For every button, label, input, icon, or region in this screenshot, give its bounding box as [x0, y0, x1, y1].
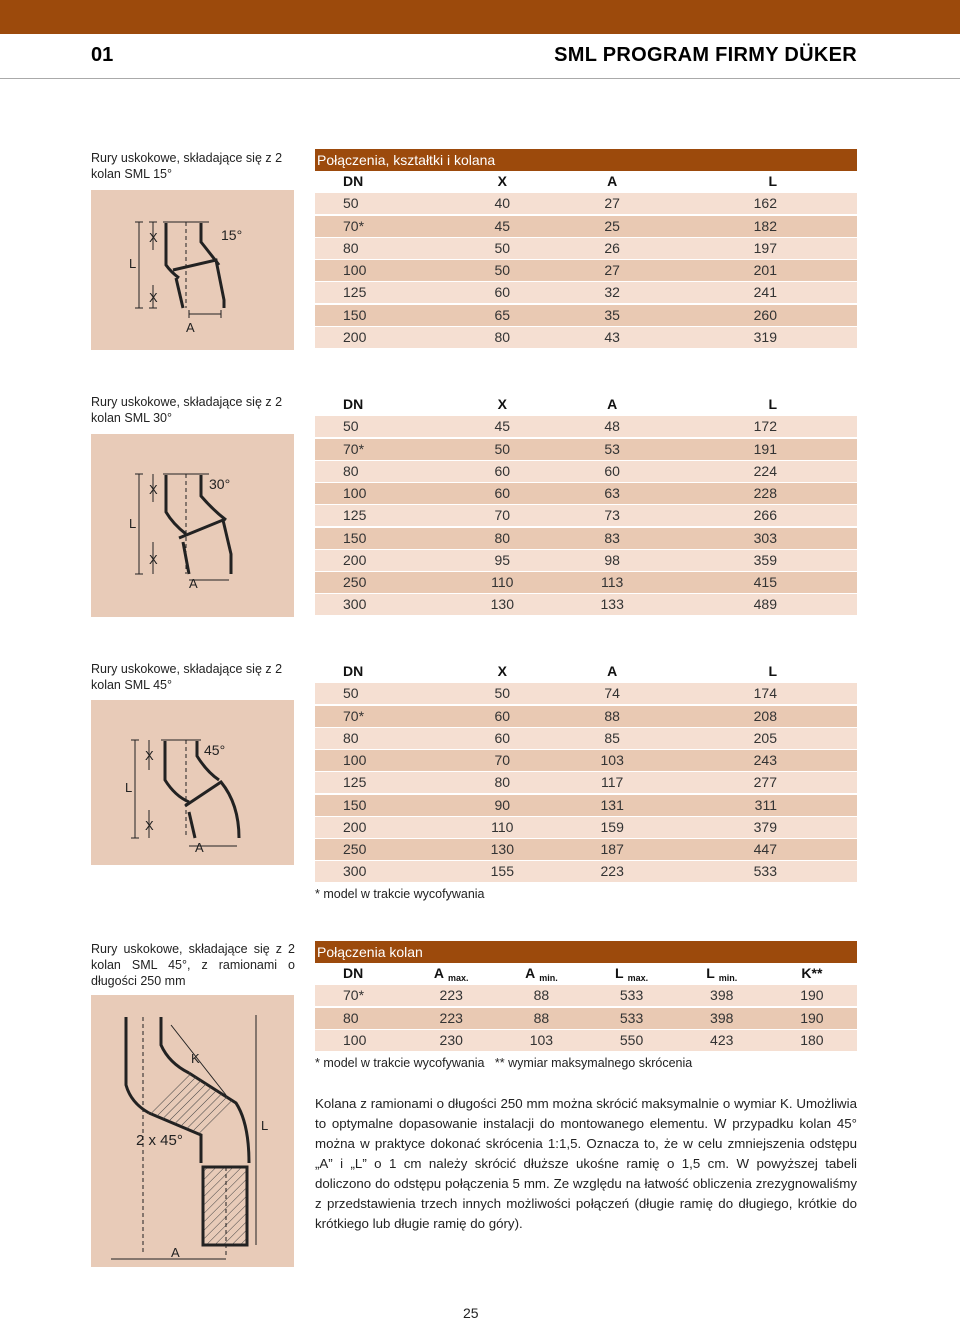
table-cell: 88 [533, 1009, 550, 1026]
table-cell: 223 [439, 987, 463, 1004]
svg-text:A: A [189, 576, 198, 591]
table-cell: 182 [753, 217, 777, 234]
table-cell: 200 [343, 551, 367, 568]
table-cell: 224 [753, 462, 777, 479]
table-cell: 300 [343, 596, 367, 613]
table-cell: 174 [753, 685, 777, 702]
table-cell: 125 [343, 507, 367, 524]
table-cell: 155 [490, 863, 514, 880]
table-cell: 266 [753, 507, 777, 524]
svg-text:X: X [149, 290, 158, 305]
table-cell: 533 [619, 1009, 644, 1026]
table-row [315, 572, 857, 593]
table-cell: 277 [753, 774, 777, 791]
svg-text:L: L [129, 256, 137, 271]
table-row [315, 594, 857, 615]
table-cell: 83 [604, 529, 620, 546]
explanation-paragraph: Kolana z ramionami o długości 250 mm można skrócić maksymalnie o wymiar K. Umożliwia to optymalne dopasowanie instalacji do montowanego elementu. W przypadku kolan 45° można w praktyce dokonać skrócenia 1:1,5. Oznacza to, że w celu zmniejszenia odstępu „A” i „L” o 1 cm należy skrócić dłuższe ukośne ramię o 1,5 cm. W powyższej tabeli doliczono do odstępu połączenia 5 mm. Ze względu na łatwość obliczenia zrezygnowaliśmy z przedstawienia trzech innych możliwości połączeń (długie ramię do długiego, krótkie do krótkiego lub długie ramię do góry). [315, 1096, 857, 1231]
table-cell: 50 [343, 685, 359, 702]
table-cell: 172 [753, 418, 777, 435]
table-cell: 70* [343, 987, 365, 1004]
table-cell: 150 [343, 796, 367, 813]
table-cell: 103 [529, 1031, 554, 1048]
table-cell: 191 [753, 440, 777, 457]
table-cell: 223 [600, 863, 624, 880]
table-row [315, 461, 857, 482]
table-cell: 85 [604, 729, 620, 746]
table-cell: 27 [604, 262, 620, 278]
svg-text:L: L [261, 1118, 269, 1133]
table-cell: 311 [754, 796, 777, 813]
table-cell: 50 [494, 239, 511, 256]
table-cell: 32 [604, 284, 620, 301]
table-cell: 533 [753, 863, 777, 880]
table-cell: 88 [533, 987, 550, 1004]
table-cell: 88 [604, 707, 620, 724]
table-footnote-bends: * model w trakcie wycofywania ** wymiar maksymalnego skrócenia [315, 1056, 693, 1070]
angle-label-15: 15° [221, 227, 243, 243]
table-cell: 125 [343, 284, 367, 301]
table-cell: 90 [494, 796, 511, 813]
table-cell: 241 [753, 284, 777, 301]
table-cell: 130 [490, 841, 514, 857]
table-cell: 200 [343, 818, 367, 835]
table-cell: 63 [604, 485, 620, 501]
table-cell: 70* [343, 707, 365, 724]
table-cell: 80 [343, 239, 359, 256]
svg-text:X: X [149, 230, 158, 245]
table-cell: 125 [343, 774, 367, 791]
table-cell: 117 [601, 774, 624, 791]
svg-text:L: L [129, 516, 137, 531]
table-row [315, 985, 857, 1006]
table-header-row: DN X A L [315, 394, 857, 415]
svg-text:X: X [145, 748, 154, 763]
table-cell: 201 [753, 262, 777, 278]
offset-bend-drawing-45 [91, 700, 294, 865]
table-cell: 133 [600, 596, 624, 613]
table-cell: 50 [494, 440, 511, 457]
table-row [315, 861, 857, 882]
table-cell: 187 [600, 841, 624, 857]
table-45-deg [315, 661, 857, 884]
offset-diagram-250mm [91, 995, 294, 1267]
table-row [315, 238, 857, 259]
table-cell: 80 [494, 774, 511, 791]
table-row [315, 1008, 857, 1029]
table-cell: 230 [439, 1031, 463, 1048]
table-cell: 447 [753, 841, 777, 857]
table-row [315, 327, 857, 348]
table-cell: 159 [600, 818, 624, 835]
table-caption: Połączenia, kształtki i kolana [315, 149, 857, 171]
table-cell: 100 [343, 485, 367, 501]
svg-text:X: X [149, 482, 158, 497]
table-cell: 533 [619, 987, 644, 1004]
svg-text:X: X [145, 818, 154, 833]
table-cell: 243 [753, 752, 777, 768]
table-cell: 250 [343, 574, 367, 590]
table-cell: 113 [601, 574, 624, 590]
table-15-deg [315, 149, 857, 349]
table-row [315, 839, 857, 860]
table-cell: 70* [343, 217, 365, 234]
table-cell: 379 [753, 818, 777, 835]
table-cell: 26 [604, 239, 620, 256]
table-header-row: DN X A L [315, 171, 857, 192]
table-row [315, 1030, 857, 1051]
offset-bend-drawing-30 [91, 434, 294, 617]
table-cell: 60 [494, 485, 511, 501]
table-cell: 60 [494, 462, 511, 479]
table-row [315, 483, 857, 504]
table-row [315, 416, 857, 437]
table-row [315, 728, 857, 749]
table-cell: 70* [343, 440, 365, 457]
table-cell: 489 [753, 596, 777, 613]
table-cell: 550 [619, 1031, 644, 1048]
section-title-15: Rury uskokowe, składające się z 2 kolan SML 15° [91, 151, 283, 181]
table-cell: 50 [343, 195, 359, 212]
section-title-30: Rury uskokowe, składające się z 2 kolan SML 30° [91, 395, 283, 425]
table-cell: 80 [343, 1009, 359, 1026]
table-row [315, 282, 857, 303]
table-cell: 162 [753, 195, 777, 212]
table-cell: 65 [494, 306, 511, 323]
table-cell: 95 [494, 551, 511, 568]
table-cell: 303 [753, 529, 777, 546]
section-title-45: Rury uskokowe, składające się z 2 kolan SML 45° [91, 662, 283, 692]
table-bend-connections [315, 941, 857, 1052]
table-row [315, 305, 857, 326]
offset-bend-drawing-15 [91, 190, 294, 350]
table-cell: 190 [800, 1009, 824, 1026]
table-cell: 180 [800, 1031, 824, 1048]
table-cell: 53 [604, 440, 620, 457]
svg-text:L: L [125, 780, 133, 795]
header-divider [0, 78, 960, 79]
table-cell: 103 [600, 752, 624, 768]
table-row [315, 683, 857, 704]
svg-text:A: A [171, 1245, 180, 1260]
table-cell: 130 [490, 596, 514, 613]
angle-label-2x45: 2 x 45° [136, 1132, 183, 1149]
section-title-250mm: Rury uskokowe, składające się z 2 kolan SML 45°, z ramionami o długości 250 mm [91, 942, 295, 988]
table-cell: 131 [600, 796, 624, 813]
table-cell: 80 [343, 462, 359, 479]
offset-diagram-15 [91, 190, 294, 350]
table-footnote-45: * model w trakcie wycofywania [315, 887, 485, 901]
table-cell: 250 [343, 841, 367, 857]
table-cell: 110 [491, 818, 514, 835]
table-cell: 300 [343, 863, 367, 880]
table-header-row: DN X A L [315, 661, 857, 682]
table-cell: 200 [343, 328, 367, 345]
table-cell: 100 [343, 262, 367, 278]
table-cell: 260 [753, 306, 777, 323]
offset-diagram-30 [91, 434, 294, 617]
table-row [315, 260, 857, 281]
table-cell: 25 [604, 217, 620, 234]
table-row [315, 439, 857, 460]
table-cell: 45 [494, 217, 511, 234]
table-cell: 359 [753, 551, 777, 568]
table-row [315, 550, 857, 571]
table-cell: 223 [439, 1009, 463, 1026]
table-cell: 60 [494, 707, 511, 724]
table-cell: 35 [604, 306, 620, 323]
table-cell: 80 [494, 529, 511, 546]
table-cell: 45 [494, 418, 511, 435]
table-cell: 205 [753, 729, 777, 746]
table-cell: 150 [343, 529, 367, 546]
table-cell: 98 [604, 551, 620, 568]
table-cell: 50 [494, 262, 511, 278]
offset-bend-drawing-250mm [91, 995, 294, 1267]
table-row [315, 193, 857, 214]
table-cell: 43 [604, 328, 620, 345]
table-cell: 398 [710, 1009, 734, 1026]
table-row [315, 528, 857, 549]
table-cell: 70 [494, 752, 511, 768]
table-row [315, 750, 857, 771]
angle-label-30: 30° [209, 476, 231, 492]
offset-diagram-45 [91, 700, 294, 865]
table-cell: 197 [753, 239, 777, 256]
table-row [315, 505, 857, 526]
table-row [315, 817, 857, 838]
table-cell: 74 [604, 685, 620, 702]
table-cell: 73 [604, 507, 620, 524]
table-cell: 50 [343, 418, 359, 435]
table-cell: 70 [494, 507, 511, 524]
table-cell: 80 [494, 328, 511, 345]
table-cell: 50 [494, 685, 511, 702]
table-header-row: DN A $_{max.}$ A $_{min.}$ L $_{max.}$ L $_{min.}$ K** [315, 963, 857, 984]
table-cell: 228 [753, 485, 777, 501]
svg-text:A: A [195, 840, 204, 855]
table-cell: 208 [753, 707, 777, 724]
table-cell: 100 [343, 1031, 367, 1048]
table-cell: 110 [491, 574, 514, 590]
chapter-number: 01 [91, 44, 114, 66]
table-cell: 319 [753, 328, 777, 345]
table-row [315, 795, 857, 816]
table-cell: 60 [604, 462, 620, 479]
table-row [315, 772, 857, 793]
svg-text:A: A [186, 320, 195, 335]
page-number: 25 [463, 1305, 479, 1321]
table-cell: 60 [494, 729, 511, 746]
table-row [315, 706, 857, 727]
angle-label-45: 45° [204, 742, 226, 758]
svg-text:K: K [191, 1051, 200, 1066]
table-30-deg [315, 394, 857, 617]
top-color-bar [0, 0, 960, 34]
table-cell: 40 [494, 195, 511, 212]
table-caption: Połączenia kolan [315, 941, 857, 963]
table-cell: 48 [604, 418, 620, 435]
table-cell: 80 [343, 729, 359, 746]
svg-text:X: X [149, 552, 158, 567]
table-row [315, 216, 857, 237]
table-cell: 423 [710, 1031, 734, 1048]
table-cell: 415 [753, 574, 777, 590]
table-cell: 27 [604, 195, 620, 212]
table-cell: 60 [494, 284, 511, 301]
table-cell: 190 [800, 987, 824, 1004]
table-cell: 398 [710, 987, 734, 1004]
table-cell: 150 [343, 306, 367, 323]
page-header-title: SML PROGRAM FIRMY DÜKER [554, 44, 857, 66]
table-cell: 100 [343, 752, 367, 768]
